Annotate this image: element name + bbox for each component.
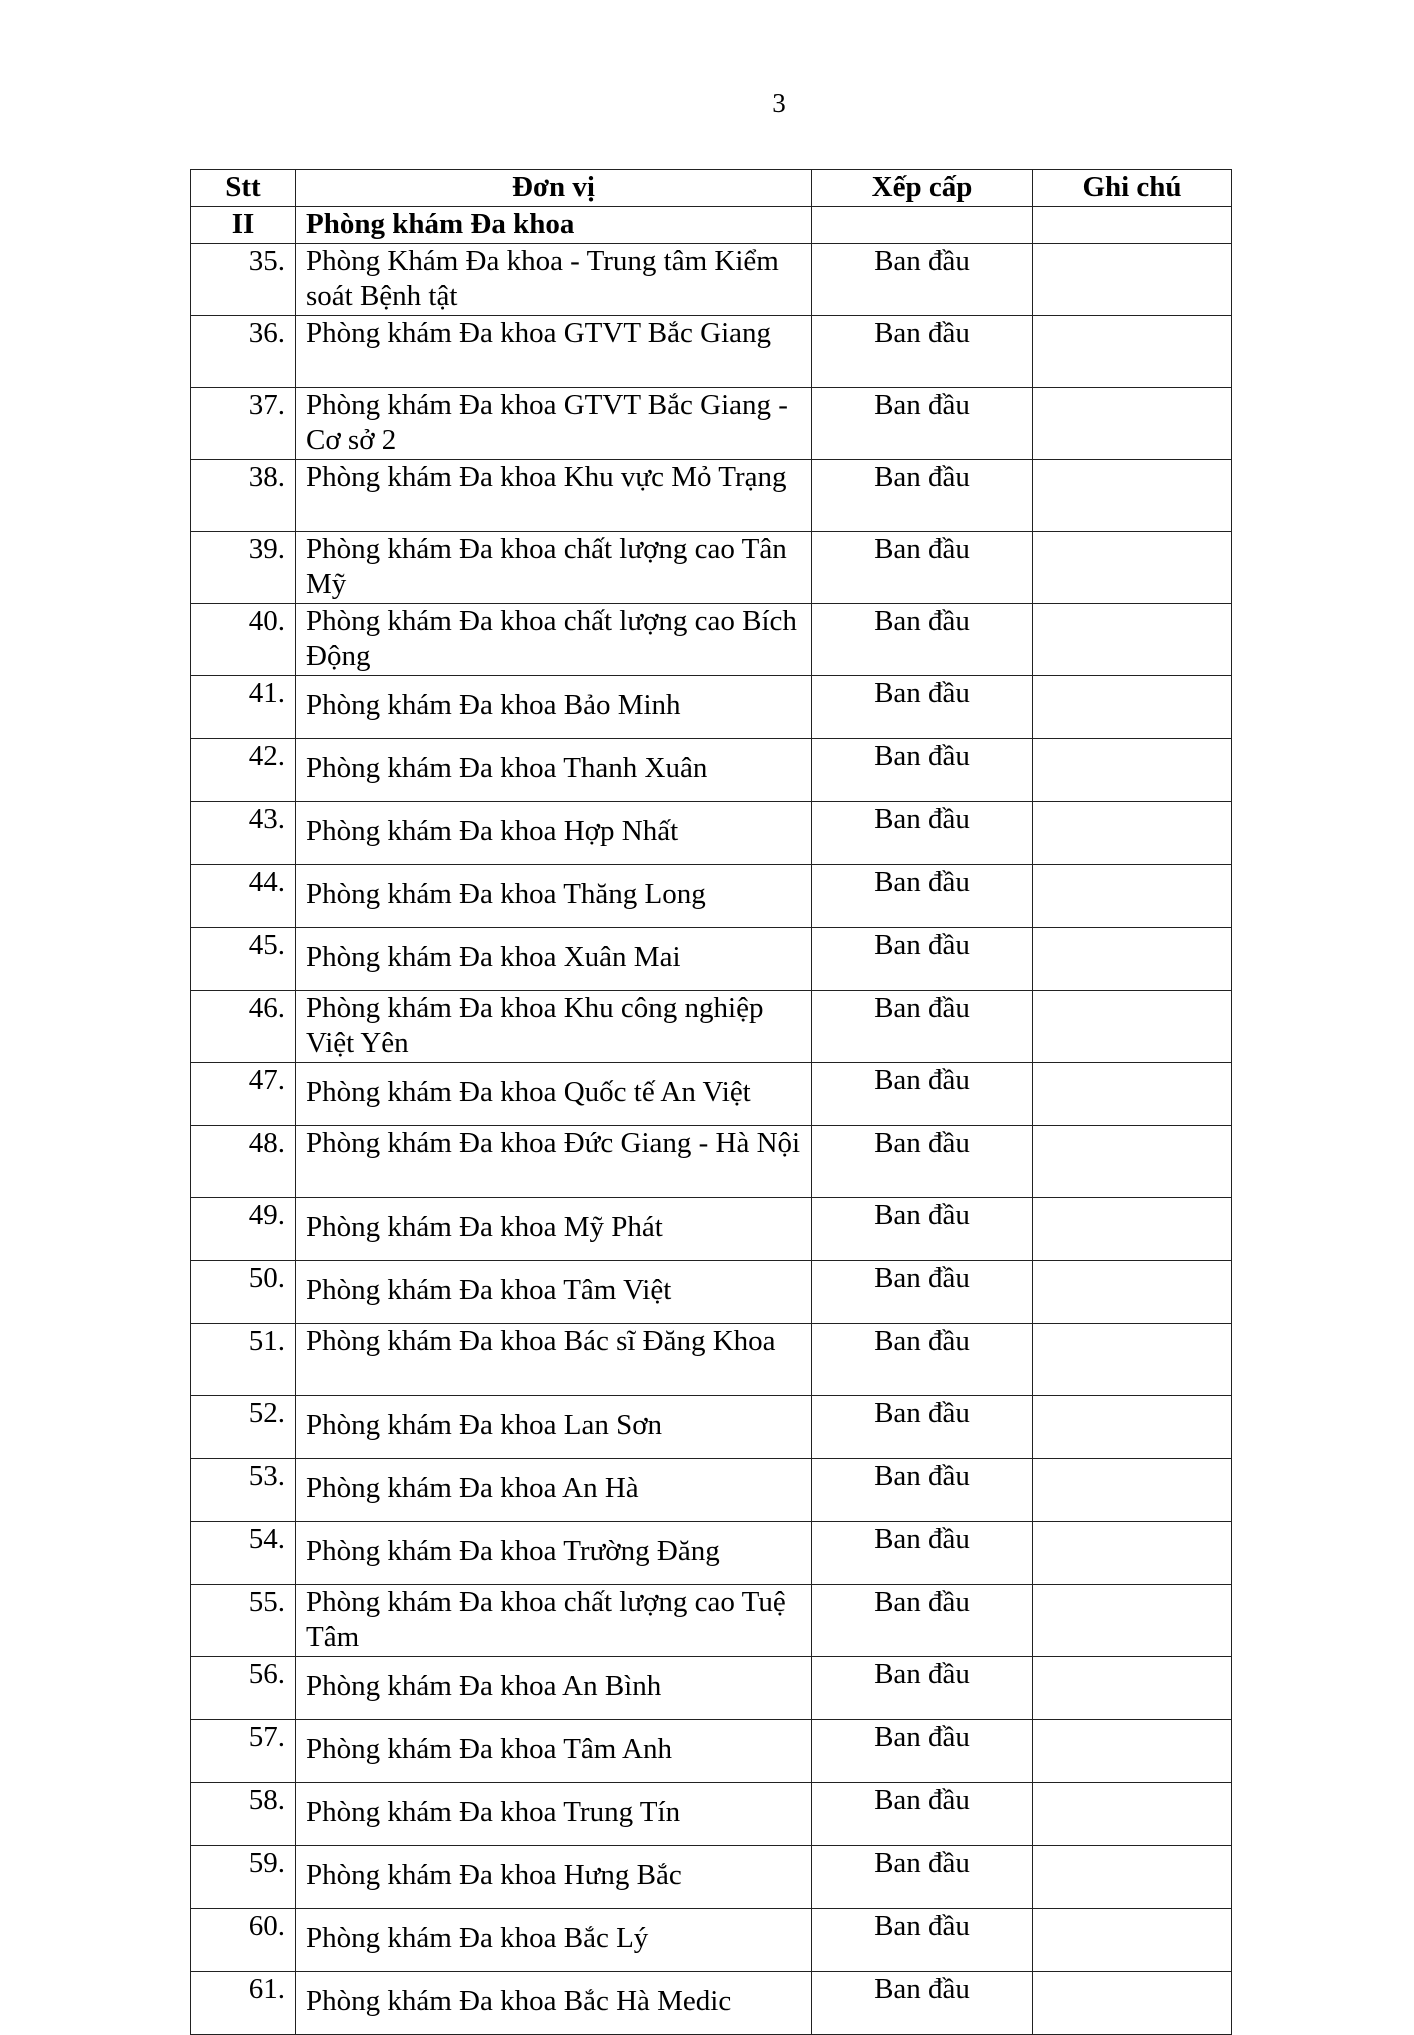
row-rank: Ban đầu [812,460,1033,532]
row-rank: Ban đầu [812,316,1033,388]
table-row [191,1324,1232,1396]
row-unit-name: Phòng khám Đa khoa Quốc tế An Việt [296,1063,812,1126]
row-note [1033,1459,1232,1522]
row-number: 51. [191,1324,296,1396]
table-row [191,1846,1232,1909]
row-note [1033,316,1232,388]
row-number: 56. [191,1657,296,1720]
row-unit-name: Phòng khám Đa khoa Bắc Lý [296,1909,812,1972]
row-unit-name: Phòng khám Đa khoa Thăng Long [296,865,812,928]
row-unit-name: Phòng khám Đa khoa An Hà [296,1459,812,1522]
row-note [1033,1846,1232,1909]
row-number: 52. [191,1396,296,1459]
row-note [1033,244,1232,316]
table-row [191,1783,1232,1846]
row-number: 50. [191,1261,296,1324]
row-note [1033,1063,1232,1126]
table-row [191,532,1232,604]
table-row [191,1126,1232,1198]
section-row [191,207,1232,244]
row-note [1033,1720,1232,1783]
row-number: 37. [191,388,296,460]
row-unit-name: Phòng khám Đa khoa GTVT Bắc Giang [296,316,812,388]
row-number: 61. [191,1972,296,2035]
table-row [191,316,1232,388]
table-row [191,1063,1232,1126]
table-row [191,388,1232,460]
row-unit-name: Phòng khám Đa khoa Mỹ Phát [296,1198,812,1261]
row-rank: Ban đầu [812,1846,1033,1909]
row-unit-name: Phòng khám Đa khoa Đức Giang - Hà Nội [296,1126,812,1198]
row-unit-name: Phòng khám Đa khoa Trường Đăng [296,1522,812,1585]
table-row [191,676,1232,739]
row-number: 36. [191,316,296,388]
row-note [1033,1657,1232,1720]
table-row [191,1720,1232,1783]
header-unit: Đơn vị [296,170,812,207]
row-unit-name: Phòng khám Đa khoa Tâm Việt [296,1261,812,1324]
row-number: 40. [191,604,296,676]
table-row [191,1198,1232,1261]
section-title: Phòng khám Đa khoa [296,207,812,244]
row-note [1033,928,1232,991]
row-number: 44. [191,865,296,928]
row-unit-name: Phòng Khám Đa khoa - Trung tâm Kiểm soát Bệnh tật [296,244,812,316]
table-row [191,244,1232,316]
table-row [191,1459,1232,1522]
row-number: 54. [191,1522,296,1585]
row-note [1033,1261,1232,1324]
row-rank: Ban đầu [812,739,1033,802]
row-rank: Ban đầu [812,1522,1033,1585]
table-row [191,1585,1232,1657]
table-row [191,991,1232,1063]
row-number: 48. [191,1126,296,1198]
row-rank: Ban đầu [812,604,1033,676]
row-number: 35. [191,244,296,316]
row-note [1033,388,1232,460]
row-number: 47. [191,1063,296,1126]
row-number: 42. [191,739,296,802]
row-number: 41. [191,676,296,739]
row-unit-name: Phòng khám Đa khoa Lan Sơn [296,1396,812,1459]
row-unit-name: Phòng khám Đa khoa GTVT Bắc Giang - Cơ sở 2 [296,388,812,460]
page-number: 3 [772,88,786,118]
row-rank: Ban đầu [812,1657,1033,1720]
row-number: 39. [191,532,296,604]
row-rank: Ban đầu [812,802,1033,865]
row-note [1033,1396,1232,1459]
table-header-row [191,170,1232,207]
table-row [191,739,1232,802]
row-rank: Ban đầu [812,1063,1033,1126]
row-unit-name: Phòng khám Đa khoa An Bình [296,1657,812,1720]
row-unit-name: Phòng khám Đa khoa chất lượng cao Tân Mỹ [296,532,812,604]
row-rank: Ban đầu [812,1585,1033,1657]
table-row [191,604,1232,676]
row-number: 53. [191,1459,296,1522]
row-number: 58. [191,1783,296,1846]
section-rank-cell [812,207,1033,244]
row-rank: Ban đầu [812,1126,1033,1198]
row-note [1033,604,1232,676]
row-unit-name: Phòng khám Đa khoa Bắc Hà Medic [296,1972,812,2035]
row-note [1033,1585,1232,1657]
row-note [1033,802,1232,865]
row-unit-name: Phòng khám Đa khoa chất lượng cao Bích Động [296,604,812,676]
row-rank: Ban đầu [812,865,1033,928]
row-rank: Ban đầu [812,1198,1033,1261]
row-unit-name: Phòng khám Đa khoa Khu công nghiệp Việt Yên [296,991,812,1063]
row-note [1033,865,1232,928]
table-row [191,928,1232,991]
row-number: 43. [191,802,296,865]
row-note [1033,991,1232,1063]
row-rank: Ban đầu [812,1459,1033,1522]
row-rank: Ban đầu [812,1783,1033,1846]
row-note [1033,1126,1232,1198]
row-number: 59. [191,1846,296,1909]
section-number: II [191,207,296,244]
row-rank: Ban đầu [812,991,1033,1063]
row-unit-name: Phòng khám Đa khoa Hợp Nhất [296,802,812,865]
row-rank: Ban đầu [812,244,1033,316]
row-unit-name: Phòng khám Đa khoa Tâm Anh [296,1720,812,1783]
table-row [191,1909,1232,1972]
row-note [1033,532,1232,604]
row-rank: Ban đầu [812,1396,1033,1459]
header-rank: Xếp cấp [812,170,1033,207]
row-note [1033,1909,1232,1972]
table-row [191,802,1232,865]
row-unit-name: Phòng khám Đa khoa Xuân Mai [296,928,812,991]
row-unit-name: Phòng khám Đa khoa Hưng Bắc [296,1846,812,1909]
table-row [191,1522,1232,1585]
row-rank: Ban đầu [812,928,1033,991]
table-row [191,460,1232,532]
section-note-cell [1033,207,1232,244]
table-row [191,1261,1232,1324]
table-row [191,1972,1232,2035]
row-rank: Ban đầu [812,676,1033,739]
row-rank: Ban đầu [812,1720,1033,1783]
row-number: 57. [191,1720,296,1783]
row-unit-name: Phòng khám Đa khoa Bảo Minh [296,676,812,739]
row-rank: Ban đầu [812,1972,1033,2035]
row-unit-name: Phòng khám Đa khoa Bác sĩ Đăng Khoa [296,1324,812,1396]
table-row [191,1657,1232,1720]
row-note [1033,1324,1232,1396]
row-rank: Ban đầu [812,388,1033,460]
row-unit-name: Phòng khám Đa khoa chất lượng cao Tuệ Tâm [296,1585,812,1657]
row-note [1033,1198,1232,1261]
table-row [191,1396,1232,1459]
clinic-table [190,169,1232,2035]
row-number: 60. [191,1909,296,1972]
row-note [1033,676,1232,739]
header-stt: Stt [191,170,296,207]
row-number: 38. [191,460,296,532]
row-rank: Ban đầu [812,1261,1033,1324]
row-unit-name: Phòng khám Đa khoa Trung Tín [296,1783,812,1846]
row-unit-name: Phòng khám Đa khoa Khu vực Mỏ Trạng [296,460,812,532]
table-row [191,865,1232,928]
row-rank: Ban đầu [812,1324,1033,1396]
row-rank: Ban đầu [812,1909,1033,1972]
row-unit-name: Phòng khám Đa khoa Thanh Xuân [296,739,812,802]
row-note [1033,460,1232,532]
row-number: 55. [191,1585,296,1657]
row-note [1033,1783,1232,1846]
row-note [1033,739,1232,802]
row-note [1033,1972,1232,2035]
row-number: 45. [191,928,296,991]
row-note [1033,1522,1232,1585]
row-number: 49. [191,1198,296,1261]
row-rank: Ban đầu [812,532,1033,604]
row-number: 46. [191,991,296,1063]
header-note: Ghi chú [1033,170,1232,207]
